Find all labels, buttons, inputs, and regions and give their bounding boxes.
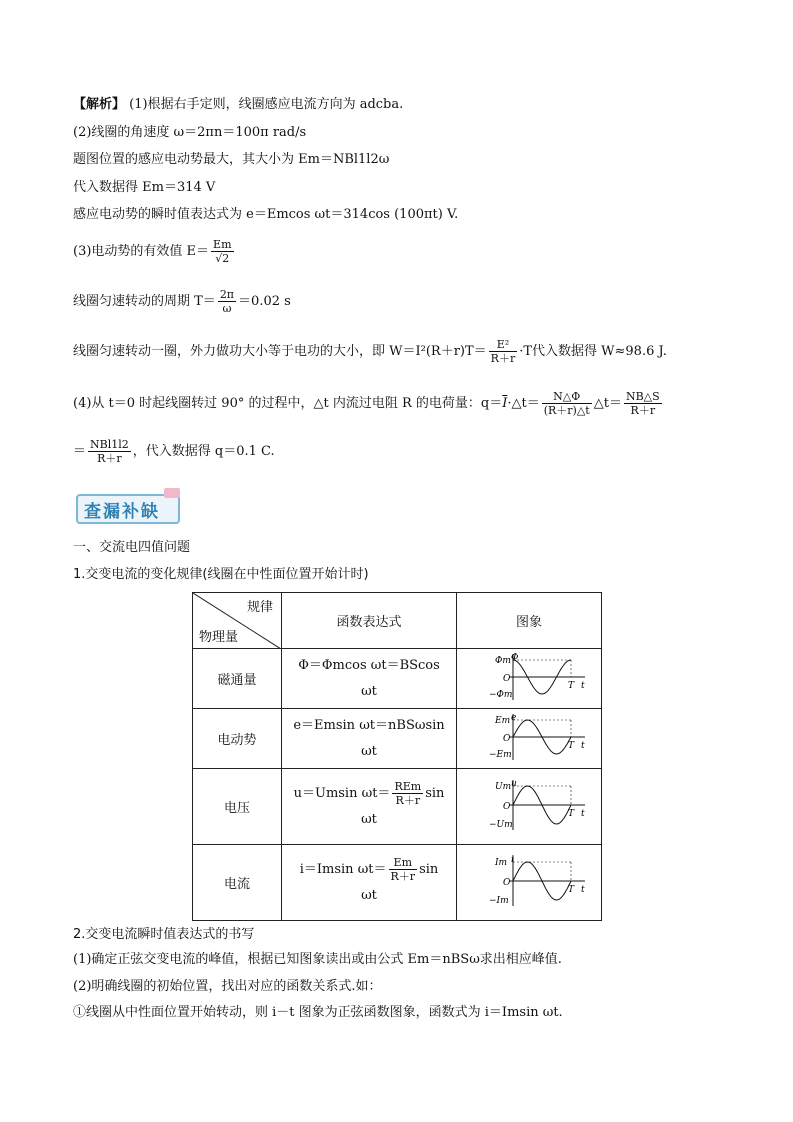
axis-label: u [511, 778, 517, 789]
row-expr [282, 709, 457, 769]
subsection-1: 1.交变电流的变化规律(线圈在中性面位置开始计时) [73, 567, 369, 582]
header-diagonal-cell [193, 593, 282, 649]
charge-f1-den: (R＋r)△t [543, 404, 590, 417]
analysis-text-1: (1)根据右手定则，线圈感应电流方向为 adcba. [129, 97, 404, 112]
charge-mid-2: △t＝ [593, 396, 622, 411]
row-expr [282, 769, 457, 845]
row-name: 电压 [193, 769, 282, 845]
table-row [193, 845, 602, 921]
header-law: 规律 [246, 600, 273, 615]
current-graph [469, 853, 589, 909]
t-label: t [581, 680, 585, 691]
charge-f3-num: NBl1l2 [90, 438, 129, 451]
peak-label: Im [495, 857, 508, 868]
charge-f3-den: R＋r [97, 452, 122, 465]
period-label: T [568, 740, 575, 751]
rms-fraction [211, 238, 233, 265]
t-label: t [581, 884, 585, 895]
charge-f1-num: N△Φ [542, 390, 592, 404]
work-text: 线圈匀速转动一圈，外力做功大小等于电功的大小，即 W＝I²(R＋r)T＝ [73, 344, 487, 359]
rms-num: Em [213, 238, 232, 251]
expr-post: sin [419, 862, 439, 877]
charge-fraction-1 [542, 390, 592, 417]
work-num: E² [489, 338, 518, 352]
section-badge [72, 488, 182, 522]
period-den: ω [222, 302, 232, 315]
expr-line-2: ωt [361, 683, 377, 699]
analysis-line-3: 题图位置的感应电动势最大，其大小为 Em＝NBl1l2ω [73, 152, 390, 167]
trough-label: −Um [489, 819, 513, 830]
flux-graph [469, 651, 589, 703]
row-name: 电流 [193, 845, 282, 921]
analysis-line-4: 代入数据得 Em＝314 V [73, 180, 216, 195]
period-fraction [218, 288, 236, 315]
charge-eq: ＝ [73, 444, 87, 459]
charge-fraction-2 [624, 390, 662, 417]
table-row [193, 649, 602, 709]
analysis-line-7 [73, 288, 291, 315]
row-graph [457, 649, 602, 709]
axis-label: i [511, 854, 514, 865]
t-label: t [581, 808, 585, 819]
charge-f2-den: R＋r [630, 404, 656, 417]
expr-post: sin [425, 786, 445, 801]
expr-line-1: u＝Umsin ωt＝ [293, 786, 391, 801]
period-text: 线圈匀速转动的周期 T＝ [73, 294, 216, 309]
analysis-line-9 [73, 390, 664, 417]
axis-label: Φ [511, 652, 519, 663]
table-row [193, 709, 602, 769]
expr-line-1: Φ＝Φmcos ωt＝BScos [298, 657, 440, 673]
expr-line-1: i＝Imsin ωt＝ [299, 862, 387, 877]
period-label: T [568, 884, 575, 895]
paragraph-1: (1)确定正弦交变电流的峰值，根据已知图象读出或由公式 Em＝nBSω求出相应峰值. [73, 952, 562, 967]
emf-graph [469, 711, 589, 763]
analysis-line-2: (2)线圈的角速度 ω＝2πn＝100π rad/s [73, 125, 307, 140]
peak-label: Em [495, 715, 511, 726]
section-heading: 一、交流电四值问题 [73, 540, 191, 555]
work-den: R＋r [490, 352, 516, 365]
axis-label: e [511, 712, 517, 723]
charge-text: (4)从 t＝0 时起线圈转过 90° 的过程中，△t 内流过电阻 R 的电荷量：q＝ [73, 396, 503, 411]
analysis-line-10 [73, 438, 275, 465]
period-value: ＝0.02 s [238, 294, 291, 309]
table-row [193, 769, 602, 845]
analysis-line-5: 感应电动势的瞬时值表达式为 e＝Emcos ωt＝314cos (100πt) V. [73, 207, 459, 222]
origin-label: O [503, 673, 511, 684]
peak-label: Um [495, 781, 512, 792]
header-quantity: 物理量 [199, 630, 239, 645]
expr-fraction [389, 856, 418, 883]
row-graph [457, 845, 602, 921]
charge-result: ，代入数据得 q＝0.1 C. [132, 444, 275, 459]
trough-label: −Em [489, 749, 512, 760]
paragraph-3: ①线圈从中性面位置开始转动，则 i－t 图象为正弦函数图象，函数式为 i＝Imsin ωt. [73, 1005, 563, 1020]
period-label: T [568, 680, 575, 691]
origin-label: O [503, 877, 511, 888]
trough-label: −Im [489, 895, 509, 906]
analysis-line-1 [73, 96, 403, 114]
row-name: 电动势 [193, 709, 282, 769]
origin-label: O [503, 801, 511, 812]
peak-label: Φm [495, 655, 511, 666]
expr-fraction [392, 780, 423, 807]
expr-line-1: e＝Emsin ωt＝nBSωsin [293, 717, 445, 733]
avg-current: $\overline{I}$ [502, 396, 508, 411]
expr-num: Em [389, 856, 418, 870]
row-expr [282, 845, 457, 921]
expr-line-2: ωt [361, 812, 377, 827]
analysis-line-8 [73, 338, 667, 365]
charge-mid: ·△t＝ [507, 396, 540, 411]
expr-num: REm [394, 780, 422, 793]
charge-f2-num: NB△S [625, 390, 660, 403]
work-value: ·T代入数据得 W≈98.6 J. [519, 344, 667, 359]
subsection-2: 2.交变电流瞬时值表达式的书写 [73, 927, 255, 942]
expr-den: R＋r [390, 870, 416, 883]
expr-den: R＋r [395, 794, 421, 807]
row-graph [457, 709, 602, 769]
header-expr: 函数表达式 [282, 593, 457, 649]
period-label: T [568, 808, 575, 819]
expr-line-2: ωt [361, 743, 377, 759]
work-fraction [489, 338, 518, 365]
row-expr [282, 649, 457, 709]
expr-line-2: ωt [361, 888, 377, 903]
paragraph-2: (2)明确线圈的初始位置，找出对应的函数关系式.如： [73, 979, 382, 994]
analysis-label: 【解析】 [73, 97, 126, 112]
ac-table [192, 592, 602, 921]
row-graph [457, 769, 602, 845]
header-graph: 图象 [457, 593, 602, 649]
badge-text: 查漏补缺 [84, 502, 160, 522]
period-num: 2π [219, 288, 235, 301]
origin-label: O [503, 733, 511, 744]
badge-tab [164, 488, 180, 498]
rms-den: √2 [215, 252, 230, 265]
trough-label: −Φm [489, 689, 513, 700]
voltage-graph [469, 777, 589, 833]
charge-fraction-3 [88, 438, 131, 465]
row-name: 磁通量 [193, 649, 282, 709]
table-header-row [193, 593, 602, 649]
rms-text: (3)电动势的有效值 E＝ [73, 244, 210, 259]
t-label: t [581, 740, 585, 751]
analysis-line-6 [73, 238, 236, 265]
